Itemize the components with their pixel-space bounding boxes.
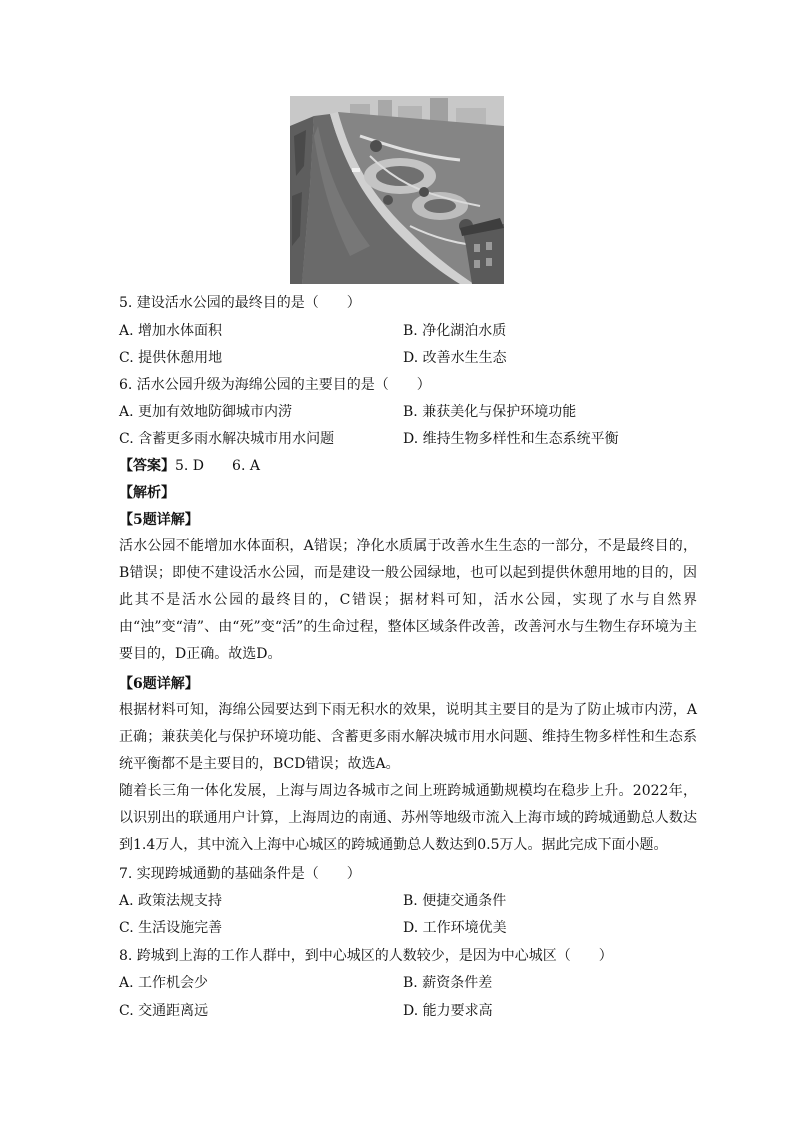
answer-line xyxy=(119,456,260,476)
analysis-label: 【解析】 xyxy=(119,485,175,501)
q5-option-c: C. 提供休憩用地 xyxy=(119,350,223,366)
q6-detail-text: 根据材料可知，海绵公园要达到下雨无积水的效果，说明其主要目的是为了防止城市内涝，A正确；兼获美化与保护环境功能、含蓄更多雨水解决城市用水问题、维持生物多样性和生态系统平衡都不是主要目的，BCD错误；故选A。 xyxy=(119,702,697,772)
river-park-aerial-illustration xyxy=(290,96,504,284)
river-park-aerial-photo xyxy=(290,96,504,284)
q5-detail-text: 活水公园不能增加水体面积，A错误；净化水质属于改善水生生态的一部分，不是最终目的，B错误；即使不建设活水公园，而是建设一般公园绿地，也可以起到提供休憩用地的目的，因此其不是活水公园的最终目的，C错误；据材料可知，活水公园，实现了水与自然界由“浊”变“清”、由“死”变“活”的生命过程，整体区域条件改善，改善河水与生物生存环境为主要目的，D正确。故选D。 xyxy=(119,538,697,662)
q8-option-c: C. 交通距离远 xyxy=(119,1003,209,1019)
q7-option-d: D. 工作环境优美 xyxy=(403,920,507,936)
q7-option-c: C. 生活设施完善 xyxy=(119,920,223,936)
q7-option-a: A. 政策法规支持 xyxy=(119,893,223,909)
q5-option-b: B. 净化湖泊水质 xyxy=(403,323,507,339)
q8-option-a: A. 工作机会少 xyxy=(119,975,209,991)
q6-detail-label: 【6题详解】 xyxy=(119,676,199,692)
answer-label: 【答案】 xyxy=(119,458,175,474)
q6-option-a: A. 更加有效地防御城市内涝 xyxy=(119,404,293,420)
answer-5: 5. D xyxy=(175,458,205,474)
q6-option-b: B. 兼获美化与保护环境功能 xyxy=(403,404,577,420)
answer-6: 6. A xyxy=(232,458,260,474)
q6-stem: 6. 活水公园升级为海绵公园的主要目的是（ ） xyxy=(119,377,431,393)
q8-option-b: B. 薪资条件差 xyxy=(403,975,493,991)
q6-option-c: C. 含蓄更多雨水解决城市用水问题 xyxy=(119,431,335,447)
q5-option-a: A. 增加水体面积 xyxy=(119,323,223,339)
q8-stem: 8. 跨城到上海的工作人群中，到中心城区的人数较少，是因为中心城区（ ） xyxy=(119,948,613,964)
q5-detail-label: 【5题详解】 xyxy=(119,512,199,528)
q5-stem: 5. 建设活水公园的最终目的是（ ） xyxy=(119,295,361,311)
material-paragraph: 随着长三角一体化发展，上海与周边各城市之间上班跨城通勤规模均在稳步上升。2022年，以识别出的联通用户计算，上海周边的南通、苏州等地级市流入上海市域的跨城通勤总人数达到1.4万人，其中流入上海中心城区的跨城通勤总人数达到0.5万人。据此完成下面小题。 xyxy=(119,783,697,853)
q6-option-d: D. 维持生物多样性和生态系统平衡 xyxy=(403,431,619,447)
q5-option-d: D. 改善水生生态 xyxy=(403,350,507,366)
q7-option-b: B. 便捷交通条件 xyxy=(403,893,507,909)
q7-stem: 7. 实现跨城通勤的基础条件是（ ） xyxy=(119,866,361,882)
q8-option-d: D. 能力要求高 xyxy=(403,1003,493,1019)
